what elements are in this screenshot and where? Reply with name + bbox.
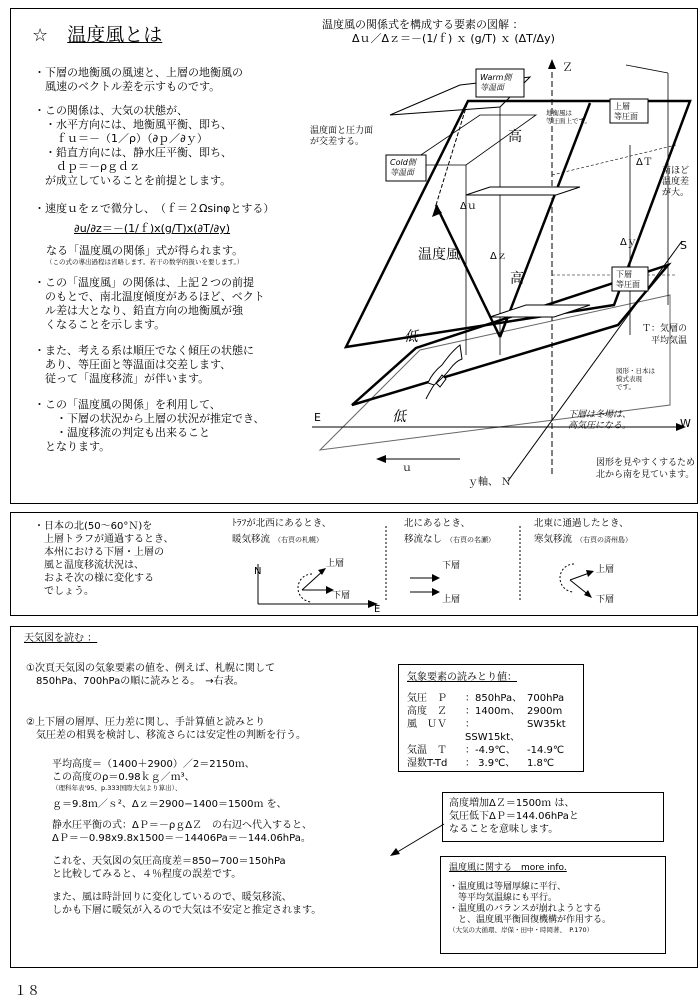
- cell: SW35kt: [527, 719, 566, 730]
- cell: 気圧 Ｐ: [407, 693, 447, 704]
- cell: 気温 Ｔ: [407, 745, 447, 756]
- south-note: [662, 164, 689, 198]
- case3-place: （右頁の済州島）: [576, 536, 633, 544]
- pressure-note-box: [442, 792, 664, 842]
- lower-label-line: 等圧面: [616, 280, 640, 289]
- readings-row: [407, 757, 575, 770]
- diagram-header-line-1: 温度風の関係式を構成する要素の図解 ：: [322, 18, 524, 31]
- geo-map-note: [616, 366, 656, 391]
- more-info-ref: （大気の大循環、岸保・田中・時岡著、 P.170）: [449, 926, 594, 934]
- case2-sub-text: 移流なし: [404, 534, 443, 545]
- calc-line: （理科年表'95、p.333国際大気より算出）、: [52, 784, 182, 792]
- bullet-line: ・下層の状況から上層の状況が推定でき、: [34, 412, 265, 425]
- intro-line: 風と温度移流状況は、: [34, 560, 144, 571]
- du-label: Δｕ: [460, 201, 477, 212]
- bullet-line: ・この関係は、大気の状態が、: [34, 104, 188, 117]
- derive-line: ・速度ｕをｚで微分し、 （ｆ＝２Ωsinφとする）: [34, 202, 275, 215]
- calc-line: 平均高度＝（1400＋2900）／2＝2150ｍ、: [52, 759, 255, 770]
- bullet-line: ｆｕ＝－（1／ρ）（∂ｐ／∂ｙ）: [34, 132, 208, 145]
- view-note-line: 図形を見やすくするため: [596, 458, 696, 468]
- cell: 風 ＵＶ: [407, 719, 447, 730]
- w-axis-label: W: [680, 417, 691, 430]
- readings-row: [407, 718, 575, 744]
- note-line: なることを意味します。: [449, 824, 559, 835]
- intro-line: 上層トラフが通過するとき、: [34, 534, 174, 545]
- intro-line: 本州における下層・上層の: [34, 547, 164, 558]
- cell: 高度 Ｚ: [407, 706, 447, 717]
- view-note-line: 北から南を見ています。: [596, 470, 695, 480]
- lower-note-line: 高気圧になる。: [568, 421, 632, 431]
- calc-line: この高度のρ＝0.98ｋｇ／ｍ³、: [52, 772, 195, 783]
- readings-row: [407, 692, 575, 705]
- trough-intro: [34, 520, 174, 598]
- lower-note: [568, 409, 631, 431]
- note-line: 高度増加ΔＺ＝1500ｍ は、: [449, 798, 575, 809]
- case2-title: 北にあるとき、: [404, 518, 471, 529]
- more-item-line: ・温度風のバランスが崩れようとする: [449, 904, 602, 914]
- case1-upper: 上層: [326, 559, 345, 569]
- bullet-line: が成立していることを前提とします。: [34, 174, 232, 187]
- bullet-line: ・この「温度風の関係」を利用して、: [34, 398, 221, 411]
- dz-label: Δｚ: [490, 251, 507, 262]
- tbar-note: [642, 322, 687, 346]
- case1-lower: 下層: [332, 591, 351, 601]
- bullet-line: ・また、考える系は順圧でなく傾圧の状態に: [34, 344, 254, 357]
- step2: [26, 716, 306, 742]
- low-lower-label: 低: [392, 409, 406, 425]
- lower-label-line: 下層: [616, 270, 632, 279]
- geo-wind-note: [546, 108, 591, 125]
- intro-text: [34, 66, 304, 454]
- view-note: [596, 457, 695, 480]
- step2-line: ②上下層の層厚、圧力差に関し、手計算値と読みとり: [26, 717, 265, 728]
- step2-line: 気圧差の相異を検討し、移流さらには安定性の判断を行う。: [26, 730, 306, 741]
- readings-row: [407, 705, 575, 718]
- e-axis-label: E: [314, 411, 321, 424]
- dy-label: Δｙ: [620, 237, 637, 248]
- case3-lower: 下層: [596, 595, 615, 605]
- z-axis-label: Ｚ: [562, 61, 573, 74]
- cell: 1.8℃: [527, 758, 555, 769]
- cell: ：SSW15kt、: [465, 719, 521, 743]
- s-axis-label: S: [680, 239, 687, 252]
- case3-upper: 上層: [596, 565, 615, 575]
- low-upper-label: 低: [404, 329, 418, 345]
- cold-label: [390, 158, 418, 177]
- u-axis-label: ｕ: [402, 463, 412, 474]
- case1-sub: [232, 533, 323, 545]
- cell: 700hPa: [527, 693, 565, 704]
- more-info-box: [440, 856, 666, 954]
- cell: ： 3.9℃、: [465, 758, 516, 769]
- bullet-line: 従って「温度移流」が伴います。: [34, 372, 210, 385]
- readings-title: 気象要素の読みとり値：: [407, 672, 517, 683]
- more-info-title: 温度風に関する more info.: [449, 863, 567, 873]
- case1-title: ﾄﾗﾌが北西にあるとき、: [232, 518, 332, 529]
- cold-label-line: 等温面: [390, 168, 414, 177]
- case3-title: 北東に通過したとき、: [534, 518, 629, 529]
- diagram-header: [322, 18, 652, 46]
- intro-line: でしょう。: [34, 586, 94, 597]
- calc-line: また、風は時計回りに変化しているので、暖気移流、: [52, 892, 292, 903]
- calc-line: ｇ＝9.8ｍ／ｓ²、Δｚ＝2900−1400＝1500ｍ を、: [52, 799, 287, 810]
- cell: ：1400m、: [465, 706, 521, 717]
- thermal-wind-formula: ∂u/∂z＝－(1/ｆ)x(g/T)x(∂T/∂y): [74, 222, 231, 235]
- case1-place: （右頁の札幌）: [274, 536, 324, 544]
- thermal-wind-diagram: [290, 55, 696, 495]
- cell: 湿数T-Td: [407, 758, 448, 769]
- high-lower-label: 高: [510, 271, 524, 287]
- step1-line: 850hPa、700hPaの順に読みとる。 →右表。: [26, 676, 244, 687]
- bullet-line: ・水平方向には、地衡風平衡、即ち、: [34, 118, 232, 131]
- note-line: 気圧低下ΔＰ＝144.06hPaと: [449, 811, 579, 822]
- tbar-note-line: Ｔ：気層の: [642, 324, 688, 334]
- geo-map-note-line: 模式表現: [616, 375, 642, 383]
- geo-map-note-line: です。: [616, 383, 635, 391]
- geo-wind-note-line: 等圧面上です。: [546, 117, 591, 125]
- upper-label-line: 上層: [614, 102, 630, 111]
- intro-line: およそ次の様に変化する: [34, 573, 154, 584]
- note-pointer: [388, 820, 448, 860]
- case3-sub-text: 寒気移流: [534, 534, 573, 545]
- warm-label-line: Warm側: [480, 73, 512, 82]
- south-note-line: が大。: [662, 188, 690, 198]
- intro-line: ・日本の北(50～60°Ｎ)を: [34, 521, 153, 532]
- south-note-line: 温度差: [662, 177, 690, 187]
- warm-label-line: 等温面: [480, 83, 504, 92]
- naming-note: （この式の導出過程は省略します。若干の数学的扱いを要します。）: [46, 258, 244, 266]
- weather-map-heading: 天気図を読む ：: [24, 633, 98, 644]
- calc-line: これを、天気図の気圧高度差＝850−700＝150hPa: [52, 856, 286, 867]
- calc-line: ΔＰ＝－0.98x9.8x1500＝－14406Pa＝－144.06hPa。: [52, 833, 311, 844]
- calc-line: 静水圧平衡の式：ΔＰ＝－ρｇΔＺ の右辺へ代入すると、: [52, 820, 313, 831]
- bullet-line: となります。: [34, 440, 111, 453]
- case3-sub: [534, 533, 632, 545]
- isobar-cross-note: [310, 124, 373, 147]
- lower-note-line: 下層は冬場は、: [568, 410, 632, 420]
- japan-outline: [426, 345, 462, 399]
- dt-label: ΔＴ: [636, 157, 653, 168]
- title-star: ☆: [32, 25, 49, 46]
- page-title: 温度風とは: [67, 24, 163, 46]
- bullet-line: ・鉛直方向には、静水圧平衡、即ち、: [34, 146, 232, 159]
- geo-map-note-line: 図形・日本は: [616, 367, 655, 375]
- step1-line: ①次頁天気図の気象要素の値を、例えば、札幌に関して: [26, 663, 275, 674]
- south-note-line: 南ほど: [662, 166, 690, 176]
- trough-cases-diagram: [228, 516, 692, 612]
- bullet-line: くなることを示します。: [34, 318, 166, 331]
- axis-e-label: E: [374, 604, 381, 612]
- upper-label-line: 等圧面: [614, 112, 638, 121]
- bullet-line: ｄｐ＝－ρｇｄｚ: [34, 160, 140, 173]
- diagram-header-formula: Δｕ／Δｚ＝－(1/ｆ) ｘ (g/T) ｘ (ΔT/Δy): [352, 32, 555, 45]
- calculation-block: [52, 758, 321, 917]
- axis-n-label: N: [254, 566, 262, 577]
- case1-sub-text: 暖気移流: [232, 534, 271, 545]
- thermal-wind-vector: [436, 101, 468, 205]
- calc-line: [52, 881, 321, 891]
- more-item-line: 等平均気温線にも平行。: [449, 893, 558, 903]
- calc-line: [52, 811, 321, 819]
- naming-line: なる「温度風の関係」式が得られます。: [46, 244, 244, 257]
- bullet-line: ・この「温度風」の関係は、上記２つの前提: [34, 276, 254, 289]
- page-number: １８: [14, 984, 41, 999]
- calc-line: しかも下層に暖気が入るので大気は不安定と推定されます。: [52, 905, 322, 916]
- high-upper-label: 高: [508, 129, 522, 145]
- bullet-line: ・下層の地衡風の風速と、上層の地衡風の: [34, 66, 243, 79]
- title-area: [32, 20, 162, 47]
- readings-row: [407, 744, 575, 757]
- cell: ：-4.9℃、: [465, 745, 516, 756]
- calc-line: と比較してみると、４％程度の誤差です。: [52, 869, 242, 880]
- case2-place: （右頁の名瀬）: [446, 536, 496, 544]
- z-axis-arrow: [548, 59, 556, 69]
- thermal-wind-label: 温度風: [418, 247, 460, 263]
- geo-wind-note-line: 地衡風は: [546, 109, 572, 117]
- cold-label-line: Cold側: [390, 158, 416, 167]
- more-item-line: ・温度風は等層厚線に平行、: [449, 882, 567, 892]
- case2-sub: [404, 533, 495, 545]
- sn-axis: [508, 241, 682, 481]
- bullet-line: ・温度移流の判定も出来ること: [34, 426, 210, 439]
- bullet-line: 風速のベクトル差を示すものです。: [34, 80, 221, 93]
- bullet-line: のもとで、南北温度傾度があるほど、ベクト: [34, 290, 265, 303]
- cell: -14.9℃: [527, 745, 565, 756]
- cell: ：850hPa、: [465, 693, 523, 704]
- isobar-cross-note-line: 温度面と圧力面: [310, 126, 374, 136]
- isobar-cross-note-line: が交差する。: [310, 137, 365, 147]
- y-axis-label: ｙ軸、 Ｎ: [468, 477, 512, 488]
- case2-upper: 下層: [442, 561, 461, 571]
- calc-line: [52, 845, 321, 855]
- readings-table: [398, 664, 584, 772]
- du-arrow-shape: [466, 187, 580, 195]
- tbar-note-line: 平均気温: [642, 336, 688, 346]
- case2-lower: 上層: [442, 595, 461, 605]
- bullet-line: ル差は大となり、鉛直方向の地衡風が強: [34, 304, 243, 317]
- more-item-line: と、温度風平衡回復機構が作用する。: [449, 915, 612, 925]
- step1: [26, 662, 275, 688]
- bullet-line: あり、等圧面と等温面は交差します、: [34, 358, 232, 371]
- cell: 2900m: [527, 706, 563, 717]
